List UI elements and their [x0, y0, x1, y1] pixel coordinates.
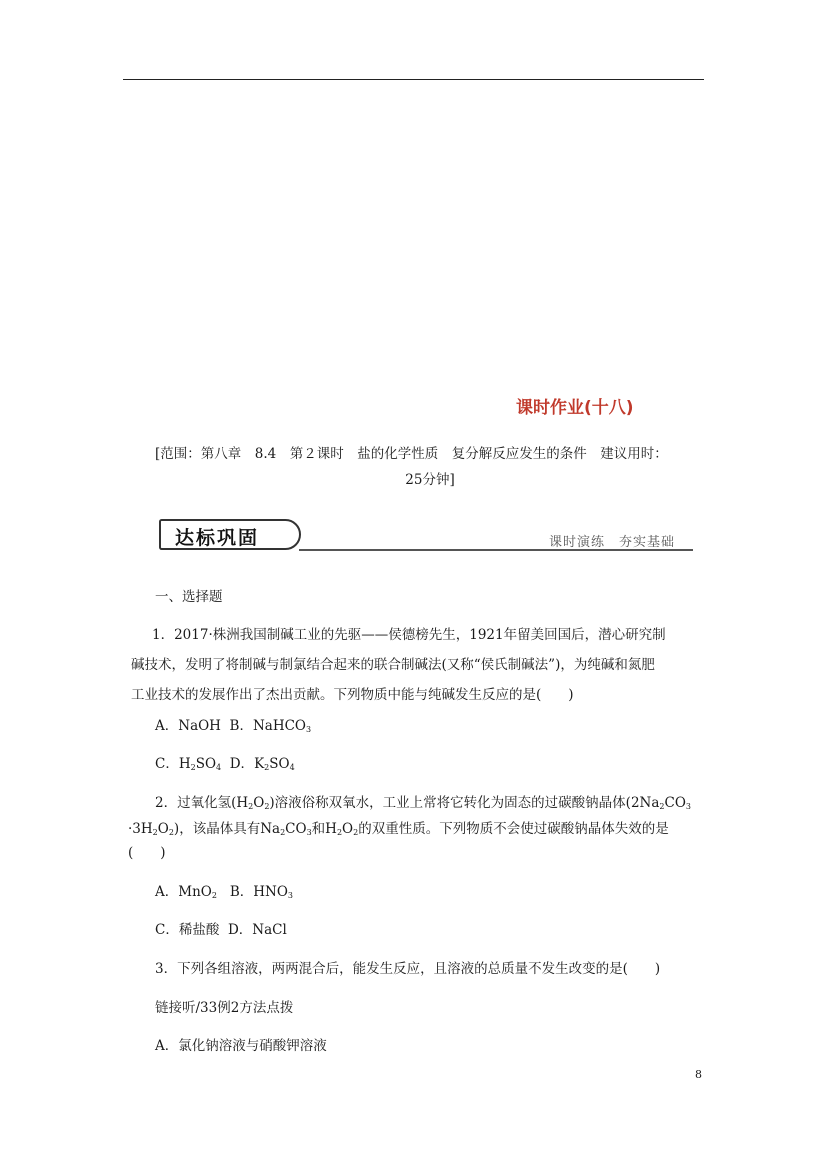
scope-line-2: 25分钟]: [405, 472, 455, 488]
option-c-text: 稀盐酸: [178, 922, 220, 938]
question-2-text: )，该晶体具有Na: [173, 821, 281, 837]
question-2-text: 的双重性质。下列物质不会使过碳酸钠晶体失效的是: [358, 821, 669, 837]
subscript: 3: [306, 725, 312, 734]
question-1-line-3: 工业技术的发展作出了杰出贡献。下列物质中能与纯碱发生反应的是( ): [131, 687, 574, 703]
question-3-link: 链接听/33例2方法点拨: [155, 1000, 294, 1016]
subscript: 3: [685, 802, 691, 811]
section-tagline: 课时演练 夯实基础: [549, 535, 676, 550]
question-2-text: CO: [285, 821, 307, 837]
part-heading: 一、选择题: [155, 589, 223, 605]
section-badge: [159, 519, 301, 550]
subscript: 2: [336, 828, 343, 837]
option-a-text: NaOH: [178, 718, 221, 734]
scope-note: [155, 441, 705, 493]
question-2-text: O: [253, 795, 265, 811]
subscript: 3: [306, 828, 312, 837]
option-label: B．: [229, 884, 254, 900]
question-1-line-2: 碱技术，发明了将制碱与制氯结合起来的联合制碱法(又称“侯氏制碱法”)，为纯碱和氮肥: [131, 657, 655, 673]
option-label: B．: [229, 718, 253, 734]
subscript: 2: [211, 891, 217, 900]
option-label: C．: [155, 756, 179, 772]
question-2-line-2: [128, 817, 669, 837]
subscript: 2: [280, 828, 286, 837]
subscript: 2: [152, 828, 158, 837]
page-title: 课时作业(十八): [516, 398, 634, 418]
option-label: D．: [227, 922, 253, 938]
subscript: 4: [216, 763, 222, 772]
question-2-line-1: [155, 791, 691, 811]
question-2-options-ab: [155, 880, 293, 900]
question-2-text: CO: [664, 795, 686, 811]
option-label: A．: [155, 884, 179, 900]
subscript: 2: [248, 802, 254, 811]
option-b-text: HNO: [253, 884, 288, 900]
question-1: [131, 622, 715, 708]
subscript: 2: [190, 763, 196, 772]
subscript: 2: [168, 828, 174, 837]
option-a-text: MnO: [178, 884, 212, 900]
question-3-line-1: 3．下列各组溶液，两两混合后，能发生反应，且溶液的总质量不发生改变的是( ): [155, 961, 661, 977]
option-b-text: NaHCO: [252, 718, 306, 734]
question-2-text: )溶液俗称双氧水，工业上常将它转化为固态的过碳酸钠晶体(2Na: [269, 795, 660, 811]
subscript: 2: [264, 763, 270, 772]
scope-line-1: [范围：第八章 8.4 第２课时 盐的化学性质 复分解反应发生的条件 建议用时：: [155, 446, 668, 462]
option-c-text: SO: [195, 756, 217, 772]
header-rule: [123, 79, 704, 80]
question-2-text: O: [157, 821, 169, 837]
option-d-text: SO: [269, 756, 290, 772]
option-label: A．: [155, 718, 179, 734]
question-2-text: O: [342, 821, 354, 837]
option-d-text: K: [254, 756, 265, 772]
section-badge-label: 达标巩固: [175, 527, 260, 549]
question-2-line-3: ( ): [128, 845, 166, 861]
question-2-options-cd: [155, 918, 287, 938]
question-1-options-cd: [155, 752, 295, 772]
subscript: 2: [659, 802, 665, 811]
subscript: 2: [264, 802, 270, 811]
option-label: C．: [155, 922, 179, 938]
question-2-text: ·3H: [128, 821, 153, 837]
option-label: D．: [229, 756, 255, 772]
option-c-text: H: [178, 756, 191, 772]
subscript: 2: [353, 828, 359, 837]
option-d-text: NaCl: [252, 922, 287, 938]
page-number: 8: [695, 1068, 702, 1081]
question-2-text: 2．过氧化氢(H: [155, 795, 249, 811]
subscript: 4: [289, 763, 295, 772]
question-1-options-ab: [155, 714, 311, 734]
question-1-line-1: 1．2017·株洲我国制碱工业的先驱——侯德榜先生，1921年留美回国后，潜心研究制: [152, 627, 666, 643]
question-2-text: 和H: [311, 821, 337, 837]
subscript: 3: [287, 891, 293, 900]
question-3-option-a: A．氯化钠溶液与硝酸钾溶液: [155, 1038, 327, 1054]
